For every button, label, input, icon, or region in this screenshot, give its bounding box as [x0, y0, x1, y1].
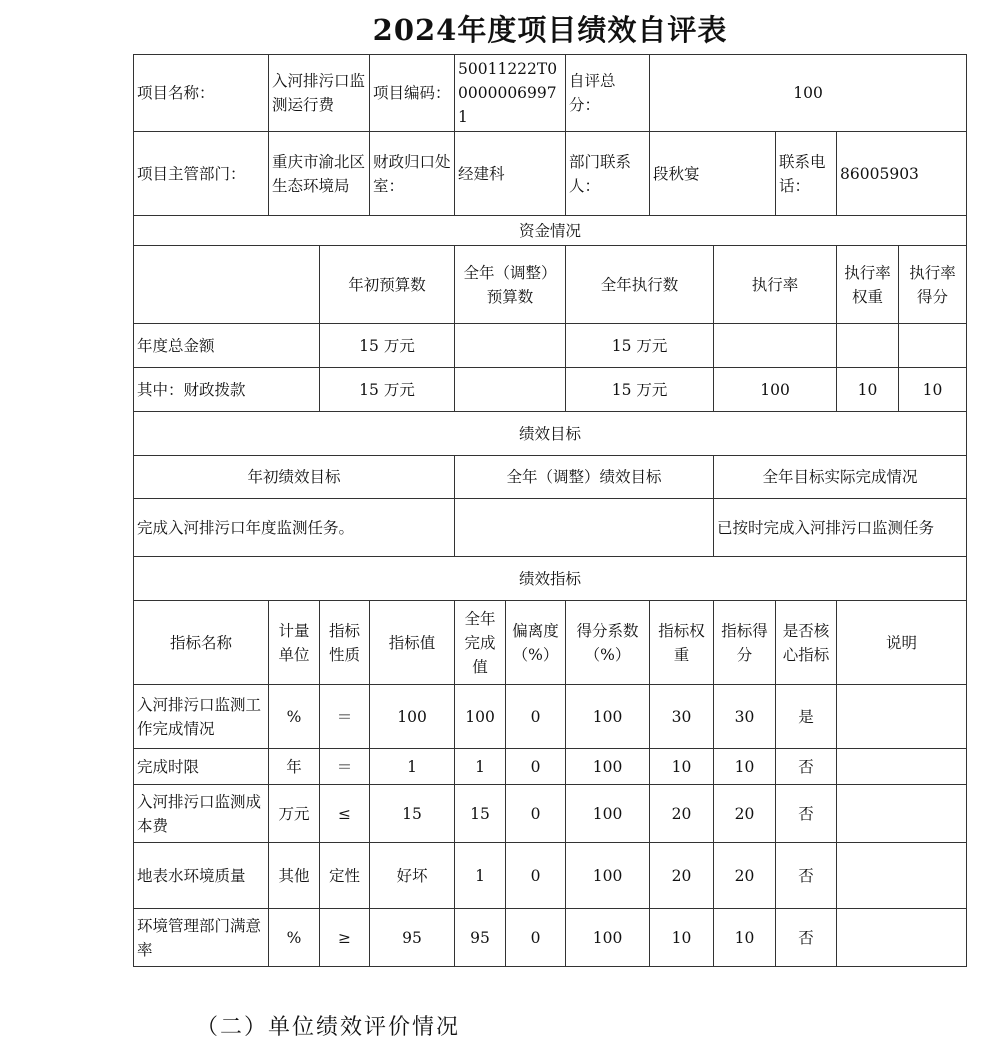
funds-header-weight: 执行率权重 — [837, 246, 899, 324]
score-total-label: 自评总分： — [566, 55, 650, 132]
goal-adjusted — [455, 499, 714, 557]
ind-deviation: 0 — [506, 749, 566, 785]
funds-row-fiscal — [134, 368, 967, 412]
ind-name: 入河排污口监测成本费 — [134, 785, 269, 843]
indicators-section-title: 绩效指标 — [134, 557, 967, 601]
ind-header-target: 指标值 — [370, 601, 455, 685]
funds-row-executed: 15 万元 — [566, 324, 714, 368]
table-row — [134, 685, 967, 749]
funds-row-score: 10 — [899, 368, 967, 412]
ind-target: 95 — [370, 909, 455, 967]
funds-row-executed: 15 万元 — [566, 368, 714, 412]
page-title: 2024年度项目绩效自评表 — [372, 13, 728, 47]
funds-row-rate: 100 — [714, 368, 837, 412]
ind-deviation: 0 — [506, 685, 566, 749]
funds-row-total — [134, 324, 967, 368]
ind-header-weight: 指标权重 — [650, 601, 714, 685]
ind-nature: ＝ — [320, 685, 370, 749]
project-code-label: 项目编码： — [370, 55, 455, 132]
ind-deviation: 0 — [506, 843, 566, 909]
ind-weight: 10 — [650, 909, 714, 967]
ind-note — [837, 685, 967, 749]
ind-header-core: 是否核心指标 — [776, 601, 837, 685]
ind-weight: 30 — [650, 685, 714, 749]
goals-row — [134, 499, 967, 557]
goal-initial: 完成入河排污口年度监测任务。 — [134, 499, 455, 557]
ind-target: 100 — [370, 685, 455, 749]
funds-row-label: 年度总金额 — [134, 324, 320, 368]
ind-note — [837, 785, 967, 843]
ind-name: 入河排污口监测工作完成情况 — [134, 685, 269, 749]
indicators-header-row — [134, 601, 967, 685]
ind-nature: ＝ — [320, 749, 370, 785]
funds-header-blank — [134, 246, 320, 324]
ind-nature: ≤ — [320, 785, 370, 843]
ind-actual: 1 — [455, 749, 506, 785]
goals-header-initial: 年初绩效目标 — [134, 456, 455, 499]
ind-unit: 年 — [269, 749, 320, 785]
ind-note — [837, 749, 967, 785]
funds-row-weight — [837, 324, 899, 368]
goals-section-title: 绩效目标 — [134, 412, 967, 456]
ind-unit: 万元 — [269, 785, 320, 843]
ind-header-nature: 指标性质 — [320, 601, 370, 685]
dept-label: 项目主管部门： — [134, 132, 269, 216]
goal-actual: 已按时完成入河排污口监测任务 — [714, 499, 967, 557]
ind-target: 1 — [370, 749, 455, 785]
contact-label: 部门联系人： — [566, 132, 650, 216]
ind-weight: 20 — [650, 785, 714, 843]
funds-section-title: 资金情况 — [134, 216, 967, 246]
ind-actual: 15 — [455, 785, 506, 843]
funds-row-rate — [714, 324, 837, 368]
ind-score: 10 — [714, 909, 776, 967]
ind-target: 15 — [370, 785, 455, 843]
ind-core: 是 — [776, 685, 837, 749]
goals-header-actual: 全年目标实际完成情况 — [714, 456, 967, 499]
ind-nature: ≥ — [320, 909, 370, 967]
goals-header-row — [134, 456, 967, 499]
funds-row-weight: 10 — [837, 368, 899, 412]
dept-value: 重庆市渝北区生态环境局 — [269, 132, 370, 216]
ind-score: 10 — [714, 749, 776, 785]
table-row — [134, 749, 967, 785]
project-name-value: 入河排污口监测运行费 — [269, 55, 370, 132]
funds-header-budget: 年初预算数 — [320, 246, 455, 324]
ind-coef: 100 — [566, 685, 650, 749]
ind-header-actual: 全年完成值 — [455, 601, 506, 685]
phone-label: 联系电话： — [776, 132, 837, 216]
ind-header-unit: 计量单位 — [269, 601, 320, 685]
phone-value: 86005903 — [837, 132, 967, 216]
ind-weight: 20 — [650, 843, 714, 909]
section-heading: （二）单位绩效评价情况 — [196, 1015, 461, 1040]
ind-name: 环境管理部门满意率 — [134, 909, 269, 967]
funds-header-executed: 全年执行数 — [566, 246, 714, 324]
project-row-2 — [134, 132, 967, 216]
contact-value: 段秋宴 — [650, 132, 776, 216]
ind-score: 20 — [714, 785, 776, 843]
ind-coef: 100 — [566, 909, 650, 967]
ind-name: 地表水环境质量 — [134, 843, 269, 909]
funds-row-adjusted — [455, 324, 566, 368]
ind-unit: 其他 — [269, 843, 320, 909]
ind-note — [837, 843, 967, 909]
ind-header-score: 指标得分 — [714, 601, 776, 685]
ind-score: 20 — [714, 843, 776, 909]
ind-core: 否 — [776, 909, 837, 967]
ind-deviation: 0 — [506, 785, 566, 843]
finance-office-value: 经建科 — [455, 132, 566, 216]
funds-row-score — [899, 324, 967, 368]
ind-actual: 95 — [455, 909, 506, 967]
funds-header-score: 执行率得分 — [899, 246, 967, 324]
ind-unit: % — [269, 909, 320, 967]
table-row — [134, 909, 967, 967]
funds-header-rate: 执行率 — [714, 246, 837, 324]
funds-header-adjusted: 全年（调整）预算数 — [455, 246, 566, 324]
ind-header-deviation: 偏离度（%） — [506, 601, 566, 685]
ind-actual: 100 — [455, 685, 506, 749]
ind-core: 否 — [776, 785, 837, 843]
ind-target: 好坏 — [370, 843, 455, 909]
ind-coef: 100 — [566, 843, 650, 909]
goals-header-adjusted: 全年（调整）绩效目标 — [455, 456, 714, 499]
funds-row-budget: 15 万元 — [320, 368, 455, 412]
table-row — [134, 843, 967, 909]
ind-header-note: 说明 — [837, 601, 967, 685]
ind-weight: 10 — [650, 749, 714, 785]
ind-score: 30 — [714, 685, 776, 749]
score-total-value: 100 — [650, 55, 967, 132]
ind-coef: 100 — [566, 749, 650, 785]
ind-note — [837, 909, 967, 967]
project-row-1 — [134, 55, 967, 132]
ind-name: 完成时限 — [134, 749, 269, 785]
funds-row-budget: 15 万元 — [320, 324, 455, 368]
finance-office-label: 财政归口处室： — [370, 132, 455, 216]
ind-coef: 100 — [566, 785, 650, 843]
ind-deviation: 0 — [506, 909, 566, 967]
ind-actual: 1 — [455, 843, 506, 909]
funds-header-row — [134, 246, 967, 324]
ind-header-name: 指标名称 — [134, 601, 269, 685]
funds-row-label: 其中：财政拨款 — [134, 368, 320, 412]
ind-core: 否 — [776, 749, 837, 785]
ind-unit: % — [269, 685, 320, 749]
ind-core: 否 — [776, 843, 837, 909]
project-name-label: 项目名称： — [134, 55, 269, 132]
ind-header-coef: 得分系数（%） — [566, 601, 650, 685]
evaluation-table — [133, 54, 967, 967]
ind-nature: 定性 — [320, 843, 370, 909]
funds-row-adjusted — [455, 368, 566, 412]
table-row — [134, 785, 967, 843]
project-code-value: 50011222T000000069971 — [455, 55, 566, 132]
